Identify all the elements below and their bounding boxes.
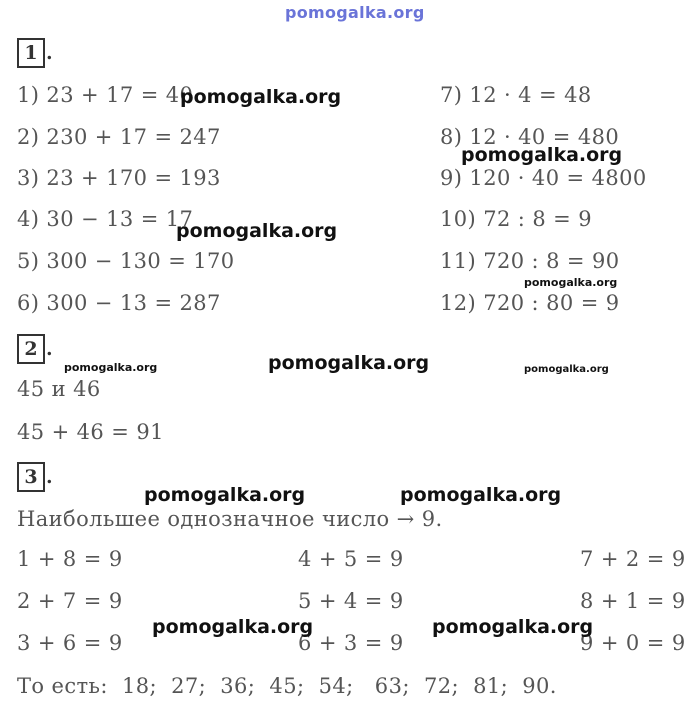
task-3-sum-9: 9 + 0 = 9 (580, 631, 686, 655)
task-1-eq-1: 1) 23 + 17 = 40 (17, 83, 194, 107)
task-1-eq-9: 9) 120 · 40 = 4800 (440, 166, 647, 190)
task-3-sum-4: 4 + 5 = 9 (298, 547, 404, 571)
task-1-eq-6: 6) 300 − 13 = 287 (17, 291, 221, 315)
task-1-eq-7: 7) 12 · 4 = 48 (440, 83, 592, 107)
task-3-sum-7: 7 + 2 = 9 (580, 547, 686, 571)
task-3-number: 3 (17, 462, 45, 492)
watermark: pomogalka.org (432, 616, 594, 638)
task-1-eq-4: 4) 30 − 13 = 17 (17, 207, 194, 231)
watermark: pomogalka.org (64, 361, 158, 374)
task-2-line-2: 45 + 46 = 91 (17, 420, 164, 444)
task-3-summary: То есть: 18; 27; 36; 45; 54; 63; 72; 81; 90. (17, 674, 557, 698)
task-3-intro: Наибольшее однозначное число → 9. (17, 507, 443, 531)
watermark: pomogalka.org (461, 144, 623, 166)
task-3-sum-3: 3 + 6 = 9 (17, 631, 123, 655)
watermark: pomogalka.org (400, 484, 562, 506)
task-3-sum-1: 1 + 8 = 9 (17, 547, 123, 571)
task-2-line-1: 45 и 46 (17, 377, 101, 401)
watermark: pomogalka.org (180, 86, 342, 108)
task-1-eq-10: 10) 72 : 8 = 9 (440, 207, 593, 231)
task-3-dot: . (46, 466, 53, 488)
task-1-eq-3: 3) 23 + 170 = 193 (17, 166, 221, 190)
watermark: pomogalka.org (524, 364, 609, 375)
task-1-eq-12: 12) 720 : 80 = 9 (440, 291, 620, 315)
watermark: pomogalka.org (524, 276, 618, 289)
task-3-sum-8: 8 + 1 = 9 (580, 589, 686, 613)
task-2-number: 2 (17, 334, 45, 364)
task-1-eq-11: 11) 720 : 8 = 90 (440, 249, 620, 273)
task-1-eq-8: 8) 12 · 40 = 480 (440, 125, 620, 149)
task-1-eq-2: 2) 230 + 17 = 247 (17, 125, 221, 149)
task-3-sum-5: 5 + 4 = 9 (298, 589, 404, 613)
watermark: pomogalka.org (144, 484, 306, 506)
watermark: pomogalka.org (152, 616, 314, 638)
watermark: pomogalka.org (176, 220, 338, 242)
site-header: pomogalka.org (285, 3, 425, 22)
watermark: pomogalka.org (268, 352, 430, 374)
task-1-number: 1 (17, 38, 45, 68)
task-2-dot: . (46, 338, 53, 360)
task-3-sum-6: 6 + 3 = 9 (298, 631, 404, 655)
task-1-dot: . (46, 42, 53, 64)
task-1-eq-5: 5) 300 − 130 = 170 (17, 249, 235, 273)
task-3-sum-2: 2 + 7 = 9 (17, 589, 123, 613)
